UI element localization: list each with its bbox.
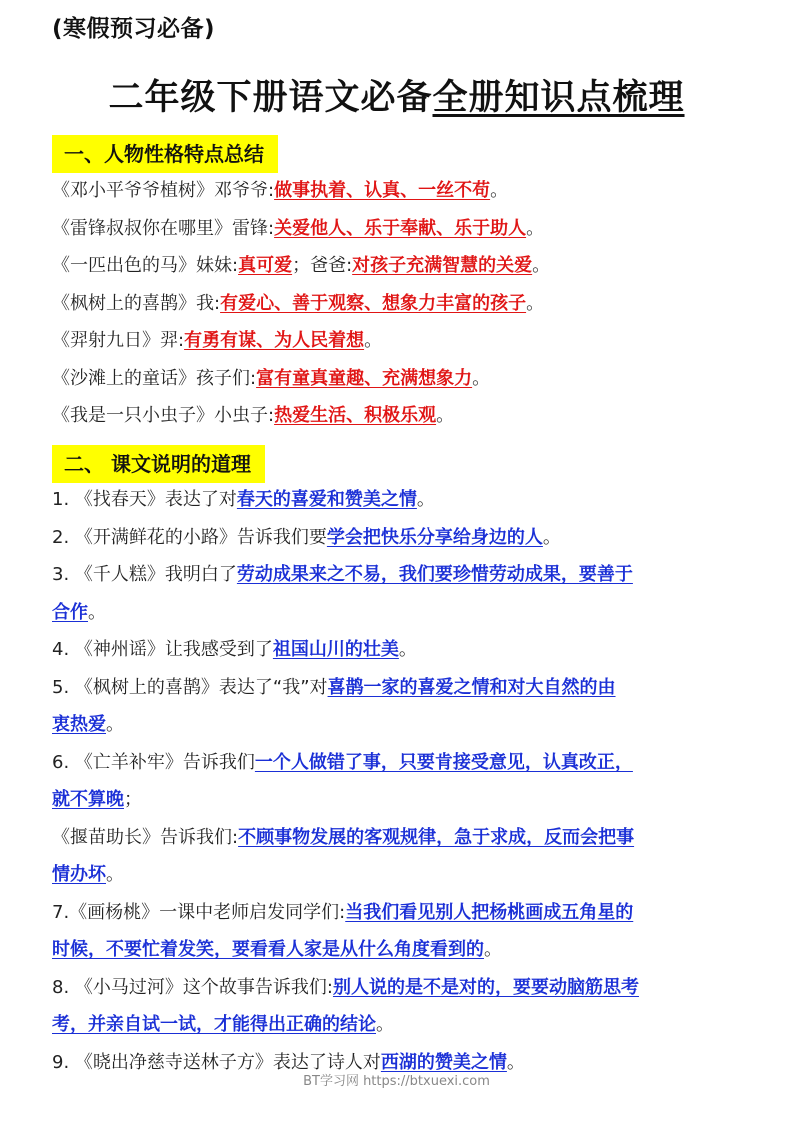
item-text: 1. 《找春天》表达了对 (52, 489, 237, 510)
section-heading-characters: 一、人物性格特点总结 (52, 135, 278, 173)
item-text: 3. 《千人糕》我明白了 (52, 564, 237, 585)
item-highlight: 别人说的是不是对的，要要动脑筋思考 (332, 976, 639, 998)
item-highlight-continued: 情办坏 (52, 864, 106, 885)
section-heading-lessons: 二、 课文说明的道理 (52, 445, 265, 483)
item-highlight-continued: 衷热爱 (52, 714, 106, 735)
item-highlight-continued: 时候，不要忙着发笑，要看看人家是从什么角度看到的 (52, 939, 484, 960)
item-end: 。 (88, 601, 106, 623)
list-item (52, 669, 742, 707)
item-end: 。 (542, 526, 561, 548)
item-highlight: 西湖的赞美之情 (380, 1051, 507, 1073)
item-text: 《羿射九日》羿: (52, 330, 185, 351)
header-tag: (寒假预习必备) (52, 16, 216, 42)
item-end: 。 (526, 217, 545, 239)
item-highlight: 关爱他人、乐于奉献、乐于助人 (274, 217, 527, 239)
item-end: 。 (398, 639, 417, 660)
item-highlight: 不顾事物发展的客观规律，急于求成，反而会把事 (238, 826, 635, 848)
item-highlight-continued: 合作 (52, 601, 88, 623)
list-item-continued (52, 781, 742, 819)
list-item-continued (52, 594, 742, 632)
character-list (52, 172, 742, 435)
item-end: 。 (484, 939, 502, 960)
item-highlight-continued: 考，并亲自试一试，才能得出正确的结论 (52, 1014, 376, 1035)
item-text: 《一匹出色的马》妹妹: (52, 255, 239, 276)
item-end: 。 (506, 1051, 525, 1073)
item-text-mid: ；爸爸: (292, 255, 353, 276)
list-item (52, 481, 742, 519)
list-item (52, 172, 742, 210)
title-underlined: 全册知识点梳理 (432, 78, 685, 118)
list-item (52, 360, 742, 398)
item-highlight: 热爱生活、积极乐观 (274, 405, 437, 426)
item-end: 。 (526, 292, 545, 314)
item-highlight: 当我们看见别人把杨桃画成五角星的 (345, 901, 634, 923)
page-title (0, 70, 793, 120)
item-text: 《沙滩上的童话》孩子们: (52, 367, 257, 389)
list-item (52, 322, 742, 360)
item-text: 7.《画杨桃》一课中老师启发同学们: (52, 901, 346, 923)
list-item-continued (52, 931, 742, 969)
item-highlight: 祖国山川的壮美 (272, 639, 399, 660)
item-highlight: 真可爱 (238, 255, 293, 276)
lesson-list (52, 481, 742, 1081)
list-item (52, 819, 742, 857)
item-end: 。 (416, 489, 435, 510)
item-highlight: 学会把快乐分享给身边的人 (326, 526, 543, 548)
item-text: 《我是一只小虫子》小虫子: (52, 405, 275, 426)
item-text: 8. 《小马过河》这个故事告诉我们: (52, 976, 333, 998)
item-text: 5. 《枫树上的喜鹊》表达了“我”对 (52, 676, 328, 698)
list-item (52, 210, 742, 248)
item-highlight: 做事执着、认真、一丝不苟 (274, 180, 491, 201)
list-item (52, 519, 742, 557)
list-item (52, 285, 742, 323)
title-main: 二年级下册语文必备 (108, 78, 433, 118)
list-item-continued (52, 706, 742, 744)
item-end: 。 (106, 714, 124, 735)
item-highlight: 劳动成果来之不易，我们要珍惜劳动成果，要善于 (236, 564, 633, 585)
item-end: 。 (364, 330, 383, 351)
item-text: 《揠苗助长》告诉我们: (52, 826, 239, 848)
list-item (52, 397, 742, 435)
list-item (52, 969, 742, 1007)
item-text: 4. 《神州谣》让我感受到了 (52, 639, 273, 660)
item-end: 。 (490, 180, 509, 201)
item-highlight: 春天的喜爱和赞美之情 (236, 489, 417, 510)
item-text: 《枫树上的喜鹊》我: (52, 292, 221, 314)
item-highlight: 有勇有谋、为人民着想 (184, 330, 365, 351)
item-highlight-continued: 就不算晚 (52, 789, 124, 810)
item-end: 。 (436, 405, 455, 426)
list-item (52, 556, 742, 594)
item-end: 。 (472, 367, 491, 389)
item-end: 。 (532, 255, 551, 276)
list-item (52, 247, 742, 285)
list-item (52, 894, 742, 932)
item-text: 2. 《开满鲜花的小路》告诉我们要 (52, 526, 327, 548)
item-end: 。 (376, 1014, 394, 1035)
footer-watermark: BT学习网 https://btxuexi.com (303, 1074, 490, 1089)
item-text: 9. 《晓出净慈寺送林子方》表达了诗人对 (52, 1051, 381, 1073)
list-item-continued (52, 856, 742, 894)
item-highlight: 富有童真童趣、充满想象力 (256, 367, 473, 389)
item-text: 《邓小平爷爷植树》邓爷爷: (52, 180, 275, 201)
item-highlight: 喜鹊一家的喜爱之情和对大自然的由 (327, 676, 616, 698)
list-item-continued (52, 1006, 742, 1044)
item-text: 6. 《亡羊补牢》告诉我们 (52, 751, 255, 773)
item-end: ； (124, 789, 142, 810)
item-highlight: 一个人做错了事，只要肯接受意见，认真改正， (254, 751, 633, 773)
list-item (52, 631, 742, 669)
item-text: 《雷锋叔叔你在哪里》雷锋: (52, 217, 275, 239)
item-end: 。 (106, 864, 124, 885)
item-highlight-2: 对孩子充满智慧的关爱 (352, 255, 533, 276)
item-highlight: 有爱心、善于观察、想象力丰富的孩子 (220, 292, 527, 314)
list-item (52, 744, 742, 782)
